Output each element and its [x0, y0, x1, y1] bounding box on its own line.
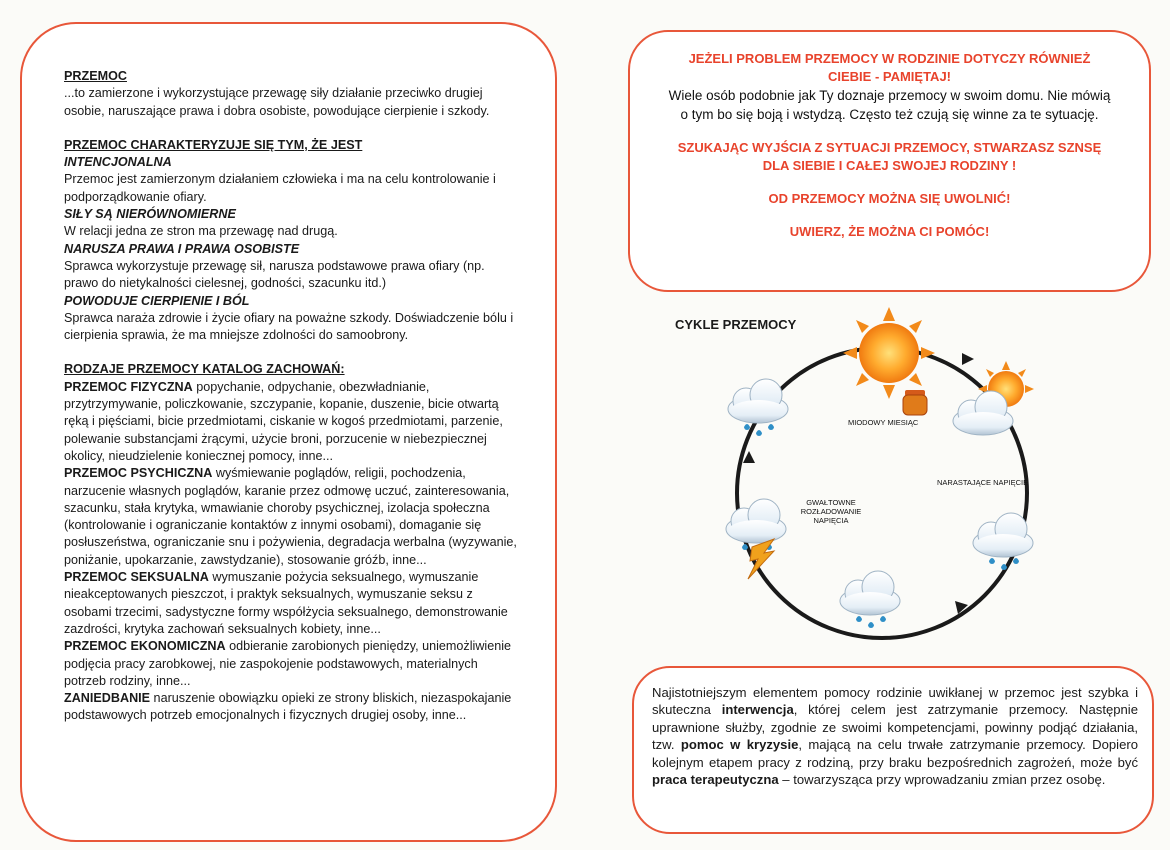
cycle-diagram	[628, 305, 1158, 665]
free-message: OD PRZEMOCY MOŻNA SIĘ UWOLNIĆ!	[768, 191, 1011, 206]
honey-jar-icon	[903, 390, 927, 415]
violent-line-1: GWAŁTOWNE	[806, 498, 856, 507]
physical-violence-label: PRZEMOC FIZYCZNA	[64, 379, 193, 394]
violates-rights-subheading: NARUSZA PRAWA I PRAWA OSOBISTE	[64, 241, 300, 256]
types-heading: RODZAJE PRZEMOCY KATALOG ZACHOWAŃ:	[64, 362, 345, 377]
psychological-violence-item	[64, 465, 519, 569]
chance-message: SZUKAJĄC WYJŚCIA Z SYTUACJI PRZEMOCY, STWARZASZ SZNSĘ DLA SIEBIE I CAŁEJ SWOJEJ RODZINY !	[677, 140, 1102, 173]
physical-violence-item	[64, 379, 519, 465]
cloud-rain-icon	[973, 513, 1033, 570]
sexual-violence-item	[64, 569, 519, 638]
sexual-violence-label: PRZEMOC SEKSUALNA	[64, 570, 209, 585]
neglect-item	[64, 690, 519, 725]
intervention-text-3: , mającą na celu trwałe zatrzymanie przemocy. Dopiero kolejnym etapem pracy z rodziną, przy braku bezpośrednich zagrożeń, może być	[652, 737, 1138, 770]
violent-line-2: ROZŁADOWANIE	[800, 507, 862, 516]
sun-icon	[843, 307, 935, 399]
intervention-text-4: – towarzysząca przy wprowadzaniu zmian przez osobę.	[778, 772, 1106, 788]
neglect-label: ZANIEDBANIE	[64, 691, 151, 706]
violence-definition-text: ...to zamierzone i wykorzystujące przewagę siły działanie przeciwko drugiej osobie, naruszające prawa i dobra osobiste, powodujące cierpienie i szkody.	[64, 86, 490, 118]
characteristics-heading: PRZEMOC CHARAKTERYZUJE SIĘ TYM, ŻE JEST	[64, 137, 363, 152]
violent-line-3: NAPIĘCIA	[813, 516, 849, 525]
economic-violence-item	[64, 638, 519, 690]
causes-pain-text: Sprawca naraża zdrowie i życie ofiary na poważne szkody. Doświadczenie bólu i cierpienia sprawia, że ma mniejsze zdolności do samoobrony.	[64, 310, 514, 343]
cloud-rain-icon	[840, 571, 900, 628]
reminder-heading: JEŻELI PROBLEM PRZEMOCY W RODZINIE DOTYCZY RÓWNIEŻ CIEBIE - PAMIĘTAJ!	[688, 51, 1091, 84]
causes-pain-subheading: POWODUJE CIERPIENIE I BÓL	[64, 293, 250, 308]
reminder-box	[628, 30, 1151, 292]
intervention-text-1: Najistotniejszym elementem pomocy rodzinie uwikłanej w przemoc jest szybka i skuteczna	[652, 685, 1138, 718]
violence-definition-heading: PRZEMOC	[64, 69, 127, 83]
help-message: UWIERZ, ŻE MOŻNA CI POMÓC!	[789, 224, 990, 239]
unequal-forces-subheading: SIŁY SĄ NIERÓWNOMIERNE	[64, 207, 236, 222]
cloud-icon	[953, 391, 1013, 435]
intervention-text-2: , której celem jest zatrzymanie przemocy. Następnie uprawnione służby, zgodnie ze swoimi kompetencjami, powinny podjąć działania, tzw.	[652, 702, 1138, 753]
violent-discharge-label	[796, 498, 866, 525]
intentional-subheading: INTENCJONALNA	[64, 155, 172, 170]
violates-rights-text: Sprawca wykorzystuje przewagę sił, narusza podstawowe prawa ofiary (np. prawo do nietykalności cielesnej, godności, szacunku itd.)	[64, 258, 485, 291]
economic-violence-label: PRZEMOC EKONOMICZNA	[64, 639, 226, 654]
storm-cloud-icon	[726, 499, 786, 579]
intentional-text: Przemoc jest zamierzonym działaniem człowieka i ma na celu kontrolowanie i podporządkowanie ofiary.	[64, 172, 496, 204]
reminder-text: Wiele osób podobnie jak Ty doznaje przemocy w swoim domu. Nie mówią o tym bo się boją i wstydzą. Często też czują się winne za te sytuację.	[668, 88, 1111, 122]
physical-violence-text: popychanie, odpychanie, obezwładnianie, przytrzymywanie, policzkowanie, szczypanie, kopanie, duszenie, bicie otwartą ręką i pięściami, bicie przedmiotami, ciskanie w kogoś przedmiotami, parzenie, polewanie substancjami żrącymi, użycie broni, porzucenie w niebezpiecznej okolicy, nieudzielenie koniecznej pomocy, inne...	[64, 379, 503, 463]
intervention-term: interwencja	[721, 702, 794, 718]
unequal-forces-text: W relacji jedna ze stron ma przewagę nad drugą.	[64, 224, 338, 239]
psychological-violence-label: PRZEMOC PSYCHICZNA	[64, 466, 213, 481]
intervention-text	[652, 684, 1138, 788]
tension-label: NARASTAJĄCE NAPIĘCIE	[937, 478, 1029, 487]
cloud-rain-icon	[728, 379, 788, 436]
therapy-term: praca terapeutyczna	[652, 772, 779, 788]
honeymoon-label: MIODOWY MIESIĄC	[848, 418, 919, 427]
sexual-violence-text: wymuszanie pożycia seksualnego, wymuszanie nieakceptowanych pieszczot, i praktyk seksualnych, wymuszanie seksu z osobami trzecimi, sadystyczne formy współżycia seksualnego, demonstrowanie zazdrości, krytyka zachowań seksualnych kobiety, inne...	[64, 570, 508, 636]
neglect-text: naruszenie obowiązku opieki ze strony bliskich, niezaspokajanie podstawowych potrzeb emocjonalnych i fizycznych drugiej osoby, inne...	[64, 691, 512, 723]
psychological-violence-text: wyśmiewanie poglądów, religii, pochodzenia, narzucenie własnych poglądów, karanie przez odmowę uczuć, zainteresowania, szacunku, stała krytyka, wmawianie choroby psychicznej, izolacja społeczna (kontrolowanie i ograniczanie kontaktów z innymi osobami), domaganie się posłuszeństwa, ograniczanie snu i pożywienia, degradacja werbalna (wyzywanie, poniżanie, upokarzanie, zawstydzanie), stosowanie gróźb, inne...	[64, 466, 517, 567]
economic-violence-text: odbieranie zarobionych pieniędzy, uniemożliwienie podjęcia pracy zarobkowej, nie zaspokojenie podstawowych, materialnych potrzeb rodziny, inne...	[64, 639, 512, 688]
cycle-title: CYKLE PRZEMOCY	[675, 317, 797, 332]
crisis-help-term: pomoc w kryzysie	[680, 737, 799, 753]
intervention-box	[632, 666, 1154, 834]
left-info-panel	[20, 22, 557, 842]
